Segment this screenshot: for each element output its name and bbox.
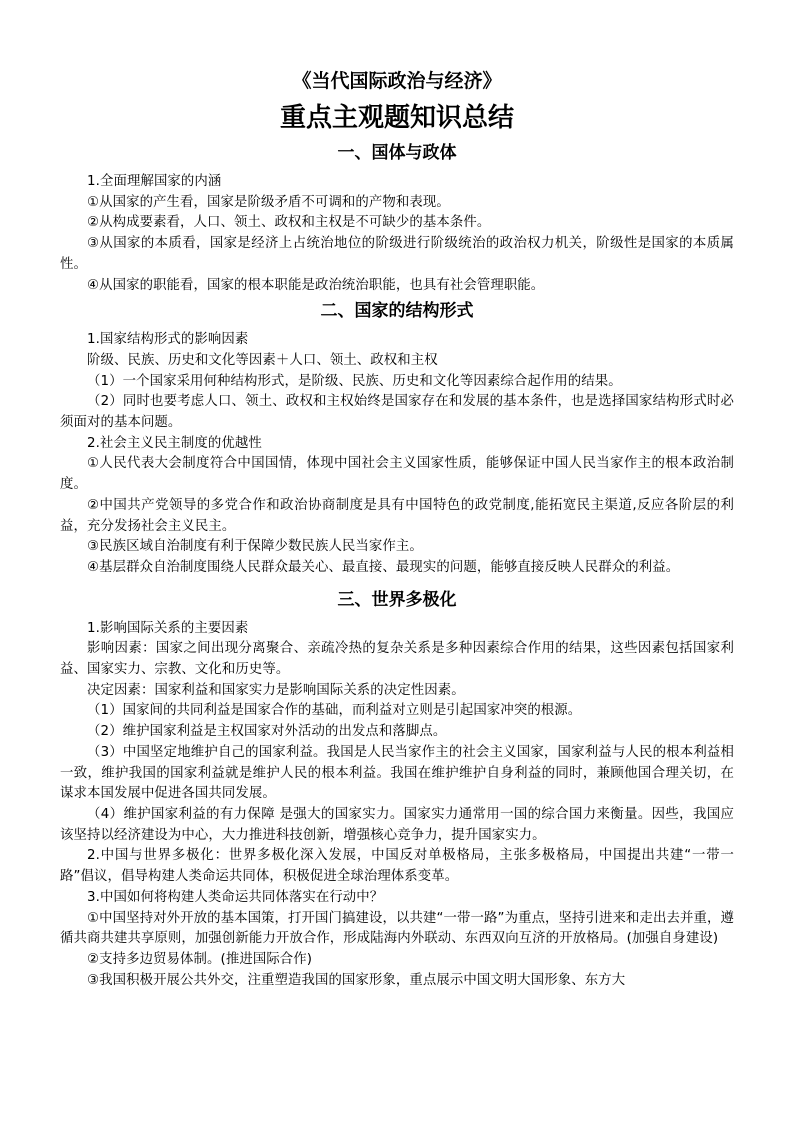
section-2-paragraph: （2）同时也要考虑人口、领土、政权和主权始终是国家存在和发展的基本条件，也是选择国家结构形式时必须面对的基本问题。 [60,394,734,431]
section-3-paragraph: 3.中国如何将构建人类命运共同体落实在行动中？ [87,889,384,905]
section-3-paragraph: （1）国家间的共同利益是国家合作的基础，而利益对立则是引起国家冲突的根源。 [87,703,582,719]
section-2-paragraph: 2.社会主义民主制度的优越性 [87,435,262,451]
section-3-paragraph: 2.中国与世界多极化：世界多极化深入发展，中国反对单极格局，主张多极格局，中国提出共建“一带一路”倡议，倡导构建人类命运共同体，积极促进全球治理体系变革。 [60,848,734,885]
section-2-paragraph: 阶级、民族、历史和文化等因素＋人口、领土、政权和主权 [87,352,438,368]
section-3-paragraph: 1.影响国际关系的主要因素 [87,620,249,636]
section-3-paragraph: 影响因素：国家之间出现分离聚合、亲疏冷热的复杂关系是多种因素综合作用的结果，这些因素包括国家利益、国家实力、宗教、文化和历史等。 [60,641,734,678]
document-title: 《当代国际政治与经济》 [292,70,502,92]
section-heading: 二、国家的结构形式 [320,301,474,322]
section-1-paragraph: ②从构成要素看，人口、领土、政权和主权是不可缺少的基本条件。 [87,215,491,231]
document-page [60,66,734,991]
section-1-paragraph: ④从国家的职能看，国家的根本职能是政治统治职能，也具有社会管理职能。 [87,277,545,293]
section-2-paragraph: 1.国家结构形式的影响因素 [87,332,249,348]
section-heading: 三、世界多极化 [337,589,457,610]
section-heading: 一、国体与政体 [337,143,457,163]
section-state-structure [60,298,734,578]
section-1-paragraph: ①从国家的产生看，国家是阶级矛盾不可调和的产物和表现。 [87,194,450,210]
section-world-multipolarity [60,587,734,992]
section-3-paragraph: ②支持多边贸易体制。(推进国际合作) [87,951,313,967]
section-2-paragraph: （1）一个国家采用何种结构形式，是阶级、民族、历史和文化等因素综合起作用的结果。 [87,373,622,389]
section-3-paragraph: （2）维护国家利益是主权国家对外活动的出发点和落脚点。 [87,724,447,740]
section-2-paragraph: ②中国共产党领导的多党合作和政治协商制度是具有中国特色的政党制度,能拓宽民主渠道,反应各阶层的利益，充分发扬社会主义民主。 [60,497,734,534]
section-1-paragraph: 1.全面理解国家的内涵 [87,174,222,189]
section-2-paragraph: ③民族区域自治制度有利于保障少数民族人民当家作主。 [87,539,423,555]
section-3-paragraph: （3）中国坚定地维护自己的国家利益。我国是人民当家作主的社会主义国家，国家利益与人民的根本利益相一致，维护我国的国家利益就是维护人民的根本利益。我国在维护维护自身利益的同时，兼顾他国合理关切，在谋求本国发展中促进各国共同发展。 [60,744,734,802]
section-3-paragraph: ③我国积极开展公共外交，注重塑造我国的国家形象，重点展示中国文明大国形象、东方大 [87,972,626,988]
document-subtitle: 重点主观题知识总结 [279,103,514,133]
section-1-paragraph: ③从国家的本质看，国家是经济上占统治地位的阶级进行阶级统治的政治权力机关，阶级性是国家的本质属性。 [60,236,734,272]
section-2-paragraph: ①人民代表大会制度符合中国国情，体现中国社会主义国家性质，能够保证中国人民当家作主的根本政治制度。 [60,456,734,493]
section-2-paragraph: ④基层群众自治制度围绕人民群众最关心、最直接、最现实的问题，能够直接反映人民群众的利益。 [87,559,680,575]
section-state-and-polity [60,140,734,296]
section-3-paragraph: （4）维护国家利益的有力保障 是强大的国家实力。国家实力通常用一国的综合国力来衡量。因些，我国应该坚持以经济建设为中心，大力推进科技创新，增强核心竞争力，提升国家实力。 [60,806,734,843]
section-3-paragraph: ①中国坚持对外开放的基本国策，打开国门搞建设，以共建“一带一路”为重点，坚持引进来和走出去并重，遵循共商共建共享原则，加强创新能力开放合作，形成陆海内外联动、东西双向互济的开放格局。(加强自身建设) [60,910,734,947]
section-3-paragraph: 决定因素：国家利益和国家实力是影响国际关系的决定性因素。 [87,682,465,698]
